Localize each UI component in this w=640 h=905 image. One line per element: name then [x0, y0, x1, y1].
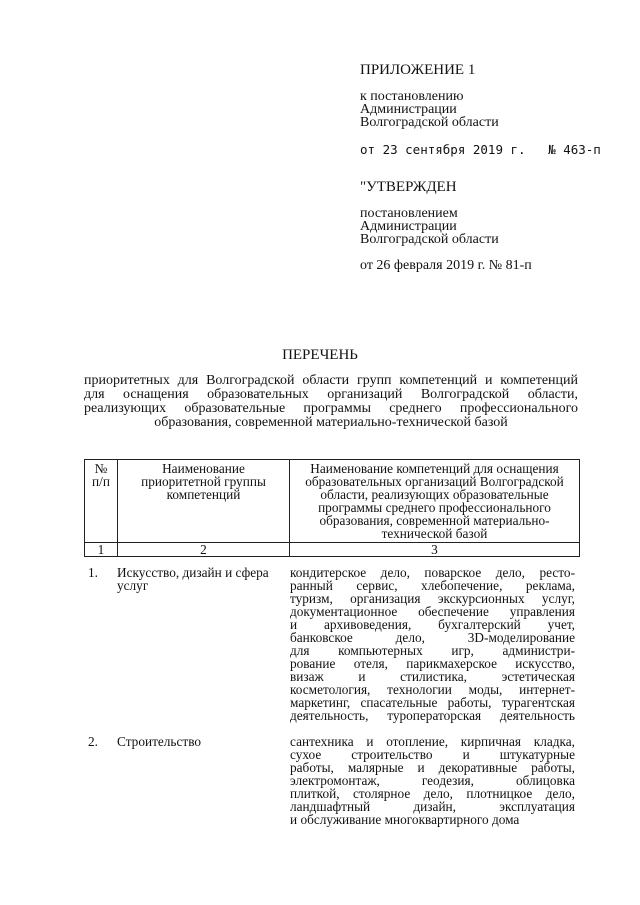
header-line: образования, современной материально- [319, 513, 550, 528]
competency-line: сухое строительство и штукатурные [290, 747, 575, 762]
header-line: Наименование [162, 461, 245, 476]
appendix-title: ПРИЛОЖЕНИЕ 1 [360, 62, 476, 78]
subtitle-line: для оснащения образовательных организаций Волгоградской области, [84, 387, 578, 402]
subtitle-line: приоритетных для Волгоградской области групп компетенций и компетенций [84, 373, 578, 388]
competency-line: рование отеля, парикмахерское искусство, [290, 656, 575, 671]
competency-line: и обслуживание многоквартирного дома [290, 812, 520, 827]
competency-line: маркетинг, спасательные работы, турагентская [290, 695, 575, 710]
approval-line: Администрации [360, 219, 457, 234]
header-line: программы среднего профессионального [318, 500, 551, 515]
competency-line: документационное обеспечение управления [290, 604, 575, 619]
row-group [117, 566, 285, 592]
header-line: № [94, 461, 108, 476]
competency-line: ландшафтный дизайн, эксплуатация [290, 799, 575, 814]
appendix-date: от 23 сентября 2019 г. № 463-п [360, 142, 601, 157]
appendix-line: к постановлению [360, 89, 464, 104]
header-line: Наименование компетенций для оснащения [310, 461, 559, 476]
group-line: Искусство, дизайн и сфера [117, 565, 269, 580]
competency-line: ранный сервис, хлебопечение, реклама, [290, 578, 575, 593]
competency-line: туризм, организация экскурсионных услуг, [290, 591, 575, 606]
appendix-line: Администрации [360, 102, 457, 117]
competency-line: визаж и стилистика, эстетическая [290, 669, 575, 684]
document-subtitle [84, 374, 578, 430]
column-number: 3 [290, 543, 580, 557]
row-number: 2. [88, 734, 98, 749]
column-number: 1 [85, 543, 118, 557]
document-title: ПЕРЕЧЕНЬ [282, 347, 358, 363]
competency-line: электромонтаж, геодезия, облицовка [290, 773, 575, 788]
header-line: технической базой [381, 526, 488, 541]
header-line: п/п [92, 474, 110, 489]
header-cell-group [118, 460, 290, 543]
header-cell-competencies [290, 460, 580, 543]
appendix-line: Волгоградской области [360, 115, 499, 130]
competency-line: работы, малярные и декоративные работы, [290, 760, 575, 775]
approval-line: постановлением [360, 206, 458, 221]
competency-table-header [84, 459, 580, 557]
header-line: приоритетной группы [141, 474, 266, 489]
row-competencies [290, 566, 575, 722]
row-competencies [290, 735, 575, 826]
subtitle-line: реализующих образовательные программы среднего профессионального [84, 401, 578, 416]
header-line: образовательных организаций Волгоградской [305, 474, 564, 489]
approval-line: Волгоградской области [360, 232, 499, 247]
competency-line: и архивоведения, бухгалтерский учет, [290, 617, 575, 632]
competency-line: банковское дело, 3D-моделирование [290, 630, 575, 645]
competency-line: косметология, технологии моды, интернет- [290, 682, 575, 697]
competency-line: сантехника и отопление, кирпичная кладка, [290, 734, 575, 749]
group-line: Строительство [117, 734, 202, 749]
header-cell-number [85, 460, 118, 543]
group-line: услуг [117, 578, 149, 593]
competency-line: для компьютерных игр, администри- [290, 643, 575, 658]
row-group [117, 735, 285, 748]
competency-line: деятельность, туроператорская деятельность [290, 708, 575, 723]
approval-title: "УТВЕРЖДЕН [360, 179, 457, 195]
competency-line: плиткой, столярное дело, плотницкое дело, [290, 786, 575, 801]
competency-line: кондитерское дело, поварское дело, ресто- [290, 565, 575, 580]
column-number: 2 [118, 543, 290, 557]
header-line: компетенций [166, 487, 241, 502]
subtitle-line: образования, современной материально-технической базой [154, 415, 508, 430]
row-number: 1. [88, 565, 98, 580]
header-line: области, реализующих образовательные [320, 487, 549, 502]
approval-date: от 26 февраля 2019 г. № 81-п [360, 258, 532, 273]
